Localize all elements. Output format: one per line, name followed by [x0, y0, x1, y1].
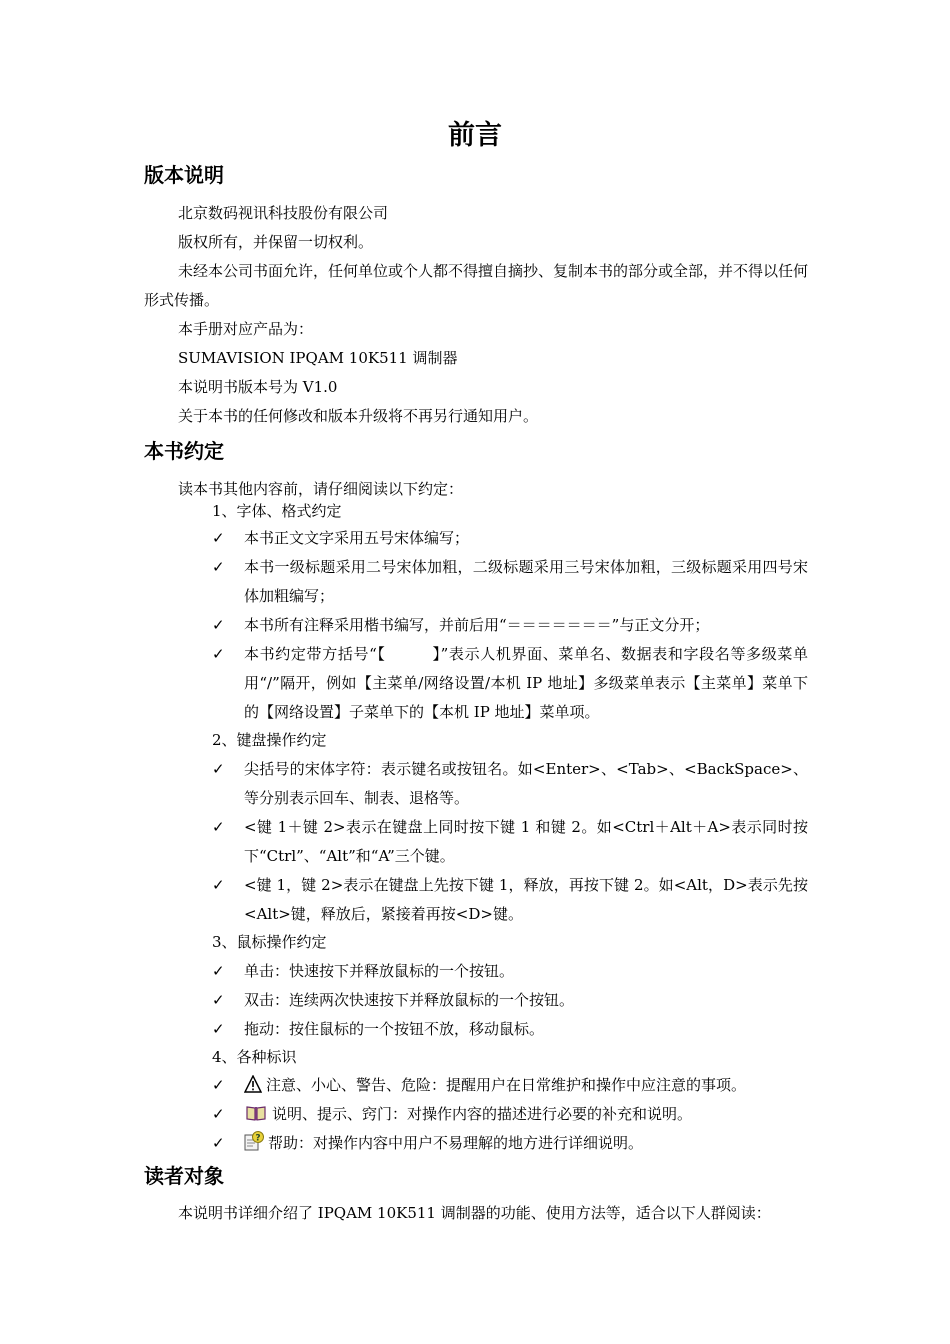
check-icon: ✓ — [212, 616, 225, 634]
check-icon: ✓ — [212, 1134, 225, 1152]
page-title: 前言 — [448, 120, 502, 151]
list-item: ✓ 本书正文文字采用五号宋体编写； — [212, 524, 808, 553]
heading-audience: 读者对象 — [144, 1164, 224, 1188]
product-intro: 本手册对应产品为： — [178, 320, 314, 338]
copyright-line: 版权所有，并保留一切权利。 — [178, 233, 374, 251]
check-icon: ✓ — [212, 1076, 225, 1094]
list-item: ✓ 说明、提示、窍门：对操作内容的描述进行必要的补充和说明。 — [212, 1100, 808, 1129]
audience-intro: 本说明书详细介绍了 IPQAM 10K511 调制器的功能、使用方法等，适合以下人群阅读： — [178, 1204, 771, 1222]
check-icon: ✓ — [212, 645, 225, 663]
warning-icon — [244, 1075, 262, 1093]
book-icon — [244, 1104, 268, 1122]
list-item: ✓ <键 1，键 2>表示在键盘上先按下键 1，释放，再按下键 2。如<Alt，D>表示先按<Alt>键，释放后，紧接着再按<D>键。 — [212, 871, 808, 929]
check-icon: ✓ — [212, 558, 225, 576]
check-icon: ✓ — [212, 962, 225, 980]
heading-version: 版本说明 — [144, 163, 224, 187]
check-icon: ✓ — [212, 760, 225, 778]
product-name: SUMAVISION IPQAM 10K511 调制器 — [178, 349, 458, 367]
check-icon: ✓ — [212, 529, 225, 547]
check-icon: ✓ — [212, 818, 225, 836]
list-item: ✓ 本书一级标题采用二号宋体加粗，二级标题采用三号宋体加粗，三级标题采用四号宋体加粗编写； — [212, 553, 808, 611]
list-item: ✓ 单击：快速按下并释放鼠标的一个按钮。 — [212, 957, 808, 986]
group-title-keyboard: 2、键盘操作约定 — [212, 731, 327, 749]
update-notice: 关于本书的任何修改和版本升级将不再另行通知用户。 — [178, 407, 539, 425]
company-name: 北京数码视讯科技股份有限公司 — [178, 204, 389, 222]
check-icon: ✓ — [212, 1020, 225, 1038]
check-icon: ✓ — [212, 991, 225, 1009]
group-title-font: 1、字体、格式约定 — [212, 502, 342, 520]
list-item: ✓ 双击：连续两次快速按下并释放鼠标的一个按钮。 — [212, 986, 808, 1015]
group-title-mouse: 3、鼠标操作约定 — [212, 933, 327, 951]
group-title-symbols: 4、各种标识 — [212, 1048, 297, 1066]
list-item: ✓ 注意、小心、警告、危险：提醒用户在日常维护和操作中应注意的事项。 — [212, 1071, 808, 1100]
list-item: ✓ 尖括号的宋体字符：表示键名或按钮名。如<Enter>、<Tab>、<BackSpace>、等分别表示回车、制表、退格等。 — [212, 755, 808, 813]
list-item: ✓ 本书约定带方括号“【 】”表示人机界面、菜单名、数据表和字段名等多级菜单用“/”隔开，例如【主菜单/网络设置/本机 IP 地址】多级菜单表示【主菜单】菜单下的【网络设置】子菜单下的【本机 IP 地址】菜单项。 — [212, 640, 808, 727]
conventions-intro: 读本书其他内容前，请仔细阅读以下约定： — [178, 480, 464, 498]
svg-text:?: ? — [255, 1133, 261, 1144]
list-item: ✓ <键 1＋键 2>表示在键盘上同时按下键 1 和键 2。如<Ctrl＋Alt＋A>表示同时按下“Ctrl”、“Alt”和“A”三个键。 — [212, 813, 808, 871]
heading-conventions: 本书约定 — [144, 439, 224, 463]
help-icon — [244, 1131, 264, 1151]
list-item: ✓ ? 帮助：对操作内容中用户不易理解的地方进行详细说明。 — [212, 1129, 808, 1158]
check-icon: ✓ — [212, 876, 225, 894]
list-item: ✓ 拖动：按住鼠标的一个按钮不放，移动鼠标。 — [212, 1015, 808, 1044]
list-item: ✓ 本书所有注释采用楷书编写，并前后用“＝＝＝＝＝＝＝”与正文分开； — [212, 611, 808, 640]
permission-paragraph: 未经本公司书面允许，任何单位或个人都不得擅自摘抄、复制本书的部分或全部，并不得以任何形式传播。 — [144, 262, 809, 309]
check-icon: ✓ — [212, 1105, 225, 1123]
version-number: 本说明书版本号为 V1.0 — [178, 378, 338, 396]
